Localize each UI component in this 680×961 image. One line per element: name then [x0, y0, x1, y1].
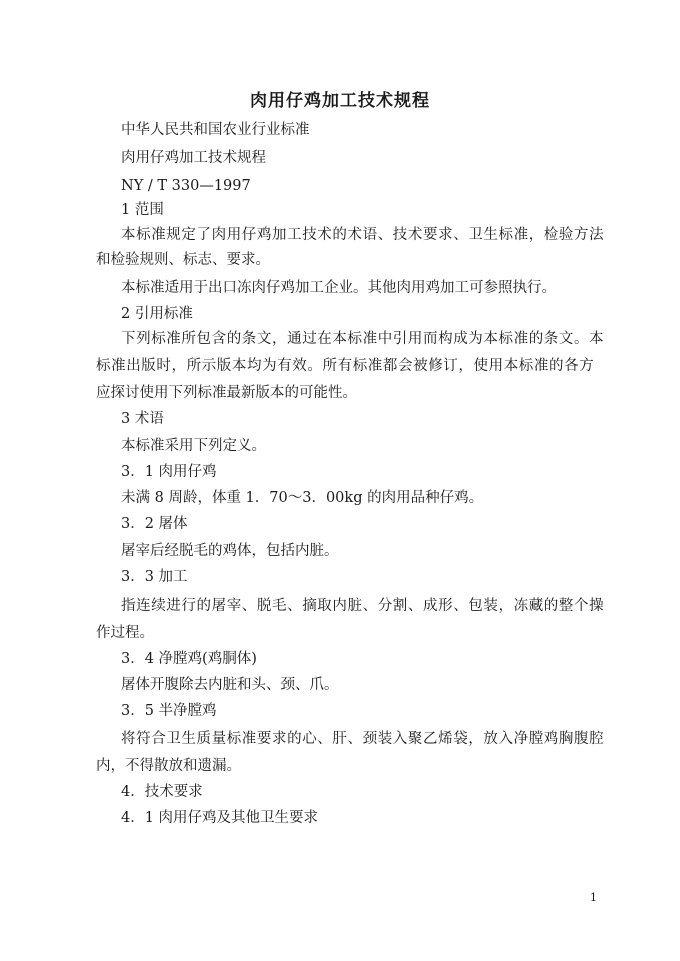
- subsection-heading: 3．1 肉用仔鸡: [121, 464, 217, 480]
- subsection-heading: 4．1 肉用仔鸡及其他卫生要求: [121, 810, 319, 826]
- document-title: 肉用仔鸡加工技术规程: [250, 91, 430, 111]
- paragraph-line: 内，不得散放和遗漏。: [96, 758, 241, 774]
- subsection-heading: 3．5 半净膛鸡: [121, 703, 217, 719]
- subsection-heading: 3．4 净膛鸡(鸡胴体): [121, 651, 257, 667]
- paragraph-line: 屠宰后经脱毛的鸡体，包括内脏。: [121, 543, 339, 559]
- page-number: 1: [590, 891, 597, 904]
- section-1-heading: 1 范围: [121, 202, 164, 218]
- paragraph-line: 未满 8 周龄，体重 1．70～3．00kg 的肉用品种仔鸡。: [121, 490, 484, 506]
- section-2-heading: 2 引用标准: [121, 306, 193, 322]
- paragraph-line: 下列标准所包含的条文，通过在本标准中引用而构成为本标准的条文。本: [121, 331, 605, 347]
- section-4-heading: 4．技术要求: [121, 784, 203, 800]
- paragraph-line: 应探讨使用下列标准最新版本的可能性。: [96, 385, 357, 401]
- standard-category-line: 中华人民共和国农业行业标准: [121, 122, 310, 138]
- standard-name-line: 肉用仔鸡加工技术规程: [121, 150, 266, 166]
- section-3-heading: 3 术语: [121, 411, 164, 427]
- subsection-heading: 3．2 屠体: [121, 516, 188, 532]
- paragraph-line: 和检验规则、标志、要求。: [96, 252, 270, 268]
- paragraph-line: 指连续进行的屠宰、脱毛、摘取内脏、分割、成形、包装，冻藏的整个操: [121, 598, 605, 614]
- paragraph-line: 标准出版时，所示版本均为有效。所有标准都会被修订，使用本标准的各方: [96, 358, 595, 374]
- subsection-heading: 3．3 加工: [121, 569, 188, 585]
- paragraph-line: 作过程。: [96, 625, 154, 641]
- paragraph-line: 屠体开腹除去内脏和头、颈、爪。: [121, 677, 339, 693]
- paragraph-line: 本标准规定了肉用仔鸡加工技术的术语、技术要求、卫生标准，检验方法: [121, 227, 605, 243]
- paragraph-line: 本标准适用于出口冻肉仔鸡加工企业。其他肉用鸡加工可参照执行。: [121, 280, 556, 296]
- standard-code-line: NY / T 330—1997: [121, 178, 251, 194]
- paragraph-line: 将符合卫生质量标准要求的心、肝、颈装入聚乙烯袋，放入净膛鸡胸腹腔: [121, 731, 605, 747]
- paragraph-line: 本标准采用下列定义。: [121, 438, 266, 454]
